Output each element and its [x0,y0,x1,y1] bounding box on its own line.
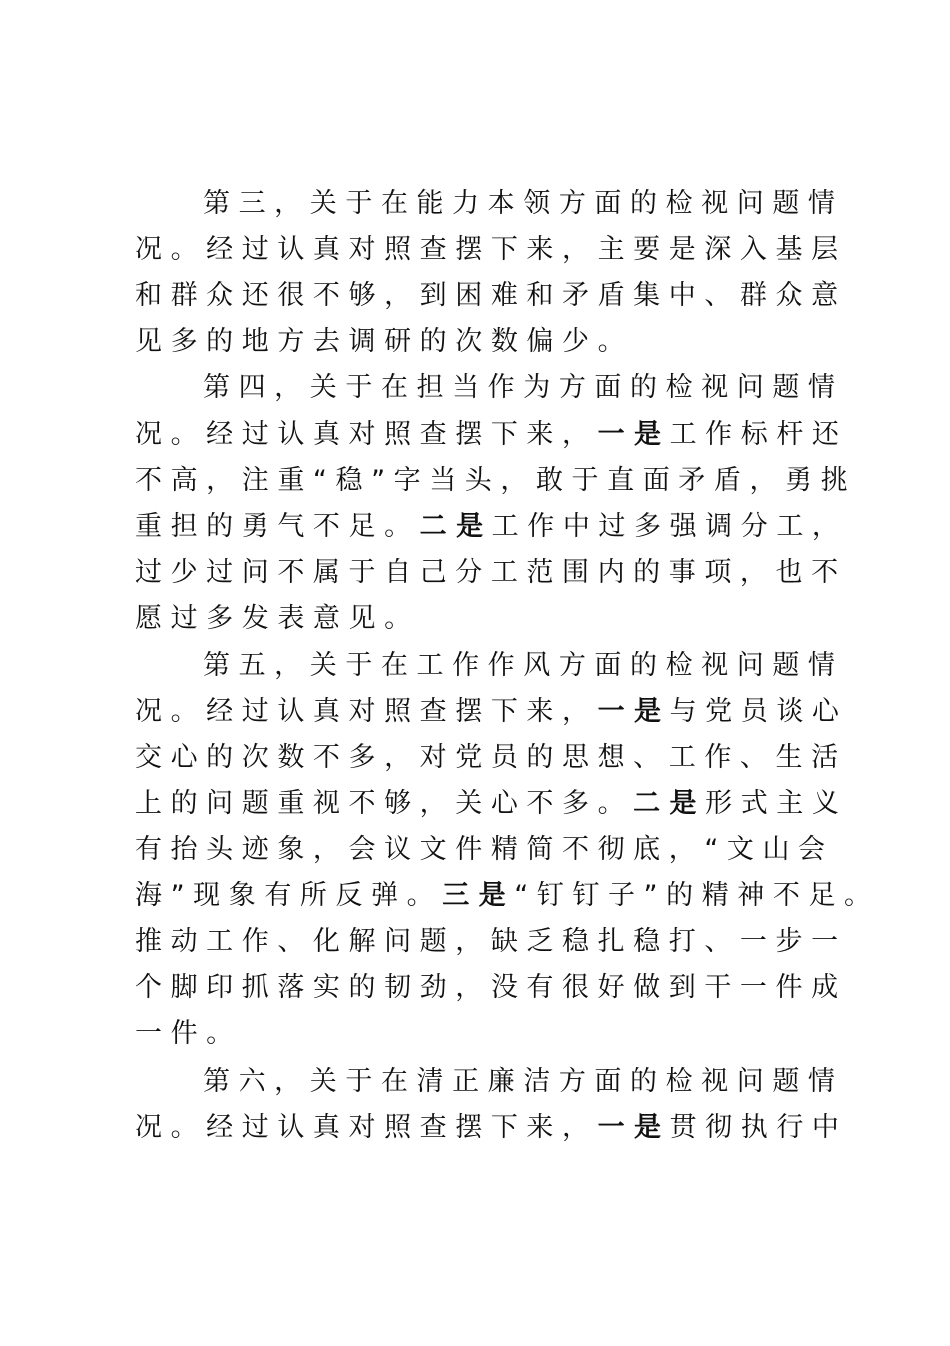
text-run: 和 群 众 还 很 不 够 ， 到 困 难 和 矛 盾 集 中 、 群 众 意 [135,280,839,311]
text-line [135,279,839,315]
text-run: 第 三 ， 关 于 在 能 力 本 领 方 面 的 检 视 问 题 情 [203,188,835,219]
text-run: 上 的 问 题 重 视 不 够 ， 关 心 不 多 。 [135,788,634,819]
text-line [135,695,839,731]
text-run: 过 少 过 问 不 属 于 自 己 分 工 范 围 内 的 事 项 ， 也 不 [135,557,839,588]
text-run: 况 。 经 过 认 真 对 照 查 摆 下 来 ， [135,696,598,727]
text-run: “ 钉 钉 子 ” 的 精 神 不 足 。 [505,880,872,911]
text-line [203,371,903,407]
text-line [135,418,839,454]
text-line [203,649,903,685]
text-run: 推 动 工 作 、 化 解 问 题 ， 缺 乏 稳 扎 稳 打 、 一 步 一 [135,926,839,957]
text-line [135,602,835,638]
text-line [135,787,839,823]
text-line [135,325,835,361]
text-run: 愿 过 多 发 表 意 见 。 [135,603,412,634]
bold-marker: 二 是 [633,788,697,819]
text-run: 第 四 ， 关 于 在 担 当 作 为 方 面 的 检 视 问 题 情 [203,372,835,403]
text-run: 海 ” 现 象 有 所 反 弹 。 [135,880,443,911]
text-run: 第 五 ， 关 于 在 工 作 作 风 方 面 的 检 视 问 题 情 [203,650,835,681]
text-run: 一 件 。 [135,1018,234,1049]
text-run: 见 多 的 地 方 去 调 研 的 次 数 偏 少 。 [135,326,625,357]
text-run: 与 党 员 谈 心 [660,696,839,727]
text-run: 形 式 主 义 [696,788,839,819]
text-run: 不 高 ， 注 重 “ 稳 ” 字 当 头 ， 敢 于 直 面 矛 盾 ， 勇 挑 [135,465,848,496]
bold-marker: 一 是 [597,696,661,727]
text-line [135,510,839,546]
text-line [135,464,848,500]
text-run: 第 六 ， 关 于 在 清 正 廉 洁 方 面 的 检 视 问 题 情 [203,1066,835,1097]
text-line [135,741,839,777]
text-line [203,187,903,223]
text-line [135,833,835,869]
text-line [203,1065,903,1101]
text-line [135,925,839,961]
text-line [135,879,872,915]
text-run: 有 抬 头 迹 象 ， 会 议 文 件 精 简 不 彻 底 ， “ 文 山 会 [135,834,826,865]
bold-marker: 三 是 [442,880,506,911]
text-run: 况 。 经 过 认 真 对 照 查 摆 下 来 ， [135,1112,598,1143]
text-run: 工 作 中 过 多 强 调 分 工 ， [483,511,839,542]
bold-marker: 一 是 [597,1112,661,1143]
text-run: 工 作 标 杆 还 [660,419,839,450]
text-line [135,1017,835,1053]
text-line [135,233,839,269]
text-line [135,1111,839,1147]
bold-marker: 一 是 [597,419,661,450]
text-line [135,971,839,1007]
text-run: 个 脚 印 抓 落 实 的 韧 劲 ， 没 有 很 好 做 到 干 一 件 成 [135,972,839,1003]
text-line [135,556,839,592]
bold-marker: 二 是 [419,511,484,542]
text-run: 况 。 经 过 认 真 对 照 查 摆 下 来 ， [135,419,598,450]
text-run: 贯 彻 执 行 中 [660,1112,839,1143]
text-run: 况 。 经 过 认 真 对 照 查 摆 下 来 ， 主 要 是 深 入 基 层 [135,234,839,265]
text-run: 重 担 的 勇 气 不 足 。 [135,511,420,542]
text-run: 交 心 的 次 数 不 多 ， 对 党 员 的 思 想 、 工 作 、 生 活 [135,742,839,773]
